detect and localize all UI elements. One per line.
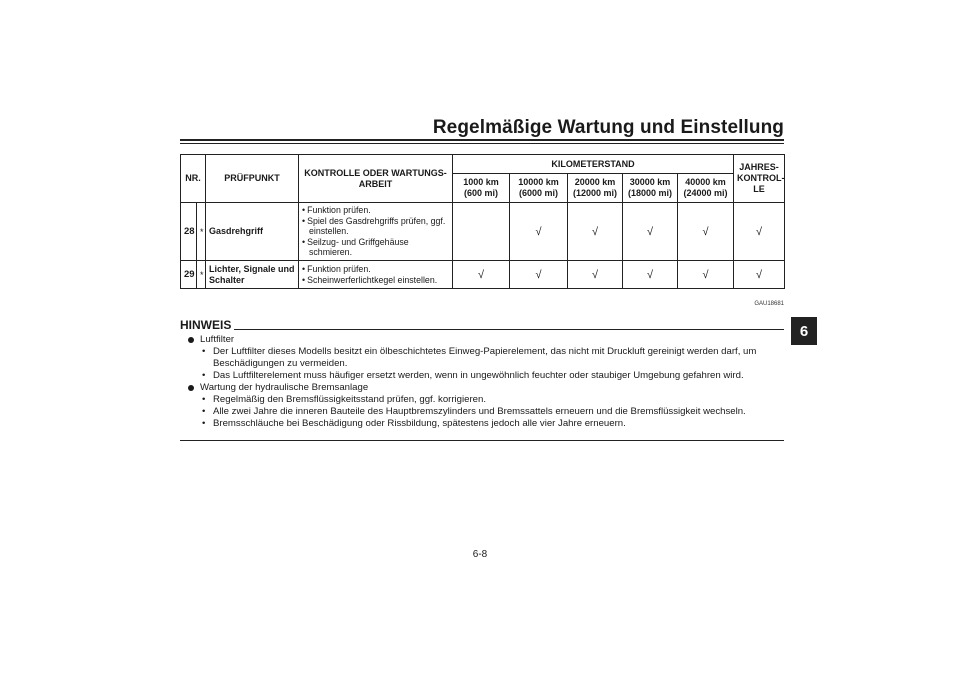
header-pruefpunkt: PRÜFPUNKT: [206, 155, 299, 203]
note-label: Wartung der hydraulische Bremsanlage: [200, 382, 369, 393]
check-cell: √: [678, 261, 734, 289]
note-label: Luftfilter: [200, 334, 235, 345]
note-subitem: • Regelmäßig den Bremsflüssigkeitsstand prüfen, ggf. korrigieren.: [200, 394, 784, 406]
hinweis-title: HINWEIS: [180, 318, 234, 332]
check-cell: √: [453, 261, 510, 289]
check-cell: √: [734, 203, 785, 261]
note-item: [186, 334, 784, 382]
work-step: • Seilzug- und Griffgehäuse schmieren.: [302, 237, 449, 258]
check-cell: √: [734, 261, 785, 289]
work-step: • Scheinwerferlichtkegel einstellen.: [302, 275, 449, 286]
row-work: [299, 261, 453, 289]
row-item: Gasdrehgriff: [206, 203, 299, 261]
bottom-rule: [180, 440, 784, 441]
check-cell: √: [678, 203, 734, 261]
header-kontrolle: KONTROLLE ODER WARTUNGS-ARBEIT: [299, 155, 453, 203]
note-item: [186, 382, 784, 430]
check-cell: √: [510, 203, 568, 261]
work-step: • Spiel des Gasdrehgriffs prüfen, ggf. einstellen.: [302, 216, 449, 237]
check-cell: √: [623, 261, 678, 289]
check-cell: √: [510, 261, 568, 289]
maintenance-table: [180, 154, 785, 289]
row-work: [299, 203, 453, 261]
check-cell: √: [568, 203, 623, 261]
header-km-3: 20000 km (12000 mi): [568, 174, 623, 203]
note-subitem: • Das Luftfilterelement muss häufiger ersetzt werden, wenn in ungewöhnlich feuchter oder staubiger Umgebung gefahren wird.: [200, 370, 784, 382]
row-item: Lichter, Signale und Schalter: [206, 261, 299, 289]
row-asterisk: *: [197, 261, 206, 289]
header-km-5: 40000 km (24000 mi): [678, 174, 734, 203]
header-km-4: 30000 km (18000 mi): [623, 174, 678, 203]
hinweis-rule: [180, 329, 784, 330]
note-subitem: • Bremsschläuche bei Beschädigung oder Rissbildung, spätestens jedoch alle vier Jahre erneuern.: [200, 418, 784, 430]
header-km-1: 1000 km (600 mi): [453, 174, 510, 203]
chapter-tab: 6: [791, 317, 817, 345]
work-step: • Funktion prüfen.: [302, 205, 449, 216]
check-cell: [453, 203, 510, 261]
row-asterisk: *: [197, 203, 206, 261]
header-nr: NR.: [181, 155, 206, 203]
page-number: 6-8: [472, 549, 488, 560]
page-title: Regelmäßige Wartung und Einstellung: [432, 117, 784, 138]
row-number: 29: [181, 261, 197, 289]
title-rule-thin: [180, 143, 784, 144]
check-cell: √: [568, 261, 623, 289]
bullet-icon: [188, 385, 194, 391]
header-km-2: 10000 km (6000 mi): [510, 174, 568, 203]
note-subitem: • Der Luftfilter dieses Modells besitzt ein ölbeschichtetes Einweg-Papierelement, das nicht mit Druckluft gereinigt werden darf, um Beschädigungen zu vermeiden.: [200, 346, 784, 370]
hinweis-notes: [186, 334, 784, 430]
table-row: [181, 203, 785, 261]
reference-code: GAU18681: [754, 301, 784, 307]
header-jahreskontrolle: JAHRES-KONTROL-LE: [734, 155, 785, 203]
table-row: [181, 261, 785, 289]
header-kilometerstand: KILOMETERSTAND: [453, 155, 734, 174]
check-cell: √: [623, 203, 678, 261]
title-rule: [180, 139, 784, 141]
row-number: 28: [181, 203, 197, 261]
work-step: • Funktion prüfen.: [302, 264, 449, 275]
hinweis-header: [180, 318, 784, 332]
bullet-icon: [188, 337, 194, 343]
note-subitem: • Alle zwei Jahre die inneren Bauteile des Hauptbremszylinders und Bremssattels erneuern und die Bremsflüssigkeit wechseln.: [200, 406, 784, 418]
